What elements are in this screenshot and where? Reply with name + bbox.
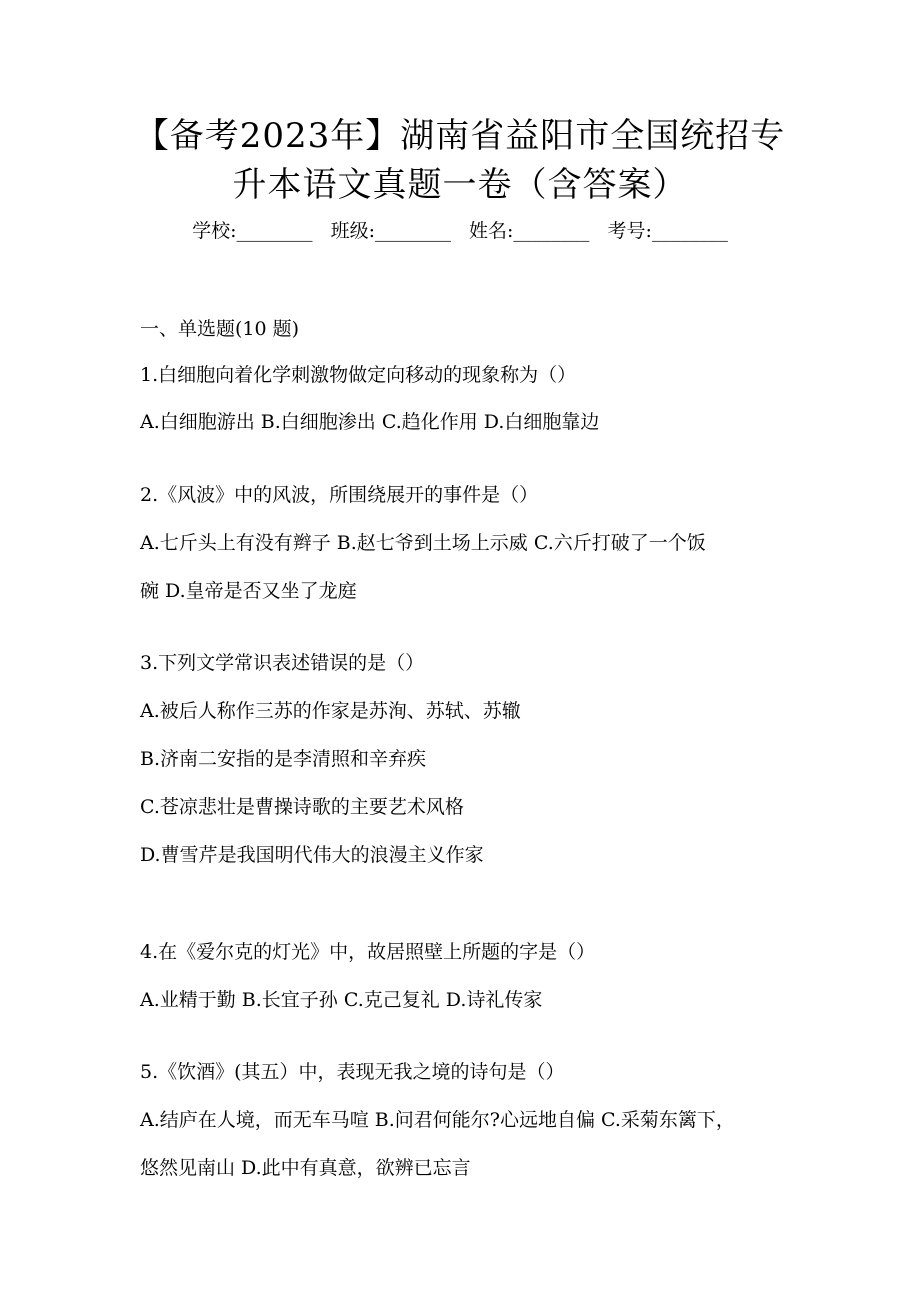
section-heading: 一、单选题(10 题) bbox=[140, 318, 300, 340]
exam-number-field: 考号:________ bbox=[607, 220, 728, 242]
document-title-line-2: 升本语文真题一卷（含答案） bbox=[232, 165, 688, 205]
question-2-options-line-1: A.七斤头上有没有辫子 B.赵七爷到土场上示威 C.六斤打破了一个饭 bbox=[140, 532, 706, 554]
student-info-fields bbox=[0, 218, 920, 244]
question-3-option-d: D.曹雪芹是我国明代伟大的浪漫主义作家 bbox=[140, 844, 484, 866]
question-1-options: A.白细胞游出 B.白细胞渗出 C.趋化作用 D.白细胞靠边 bbox=[140, 411, 600, 433]
question-4-stem: 4.在《爱尔克的灯光》中，故居照壁上所题的字是（） bbox=[140, 941, 596, 963]
question-5-options-line-1: A.结庐在人境，而无车马喧 B.问君何能尔?心远地自偏 C.采菊东篱下， bbox=[140, 1109, 735, 1131]
question-3-option-b: B.济南二安指的是李清照和辛弃疾 bbox=[140, 748, 427, 770]
question-2-options-line-2: 碗 D.皇帝是否又坐了龙庭 bbox=[140, 580, 357, 602]
document-title-line-1: 【备考2023年】湖南省益阳市全国统招专 bbox=[134, 116, 786, 156]
question-3-option-c: C.苍凉悲壮是曹操诗歌的主要艺术风格 bbox=[140, 796, 464, 818]
question-4-options: A.业精于勤 B.长宜子孙 C.克己复礼 D.诗礼传家 bbox=[140, 989, 543, 1011]
question-5-options-line-2: 悠然见南山 D.此中有真意，欲辨已忘言 bbox=[140, 1157, 471, 1179]
question-3-option-a: A.被后人称作三苏的作家是苏洵、苏轼、苏辙 bbox=[140, 700, 521, 722]
question-1-stem: 1.白细胞向着化学刺激物做定向移动的现象称为（） bbox=[140, 364, 577, 386]
question-2-stem: 2.《风波》中的风波，所围绕展开的事件是（） bbox=[140, 484, 539, 506]
name-field: 姓名:________ bbox=[469, 220, 590, 242]
question-5-stem: 5.《饮酒》(其五）中，表现无我之境的诗句是（） bbox=[140, 1061, 565, 1083]
question-3-stem: 3.下列文学常识表述错误的是（） bbox=[140, 652, 425, 674]
school-field: 学校:________ bbox=[192, 220, 313, 242]
class-field: 班级:________ bbox=[330, 220, 451, 242]
